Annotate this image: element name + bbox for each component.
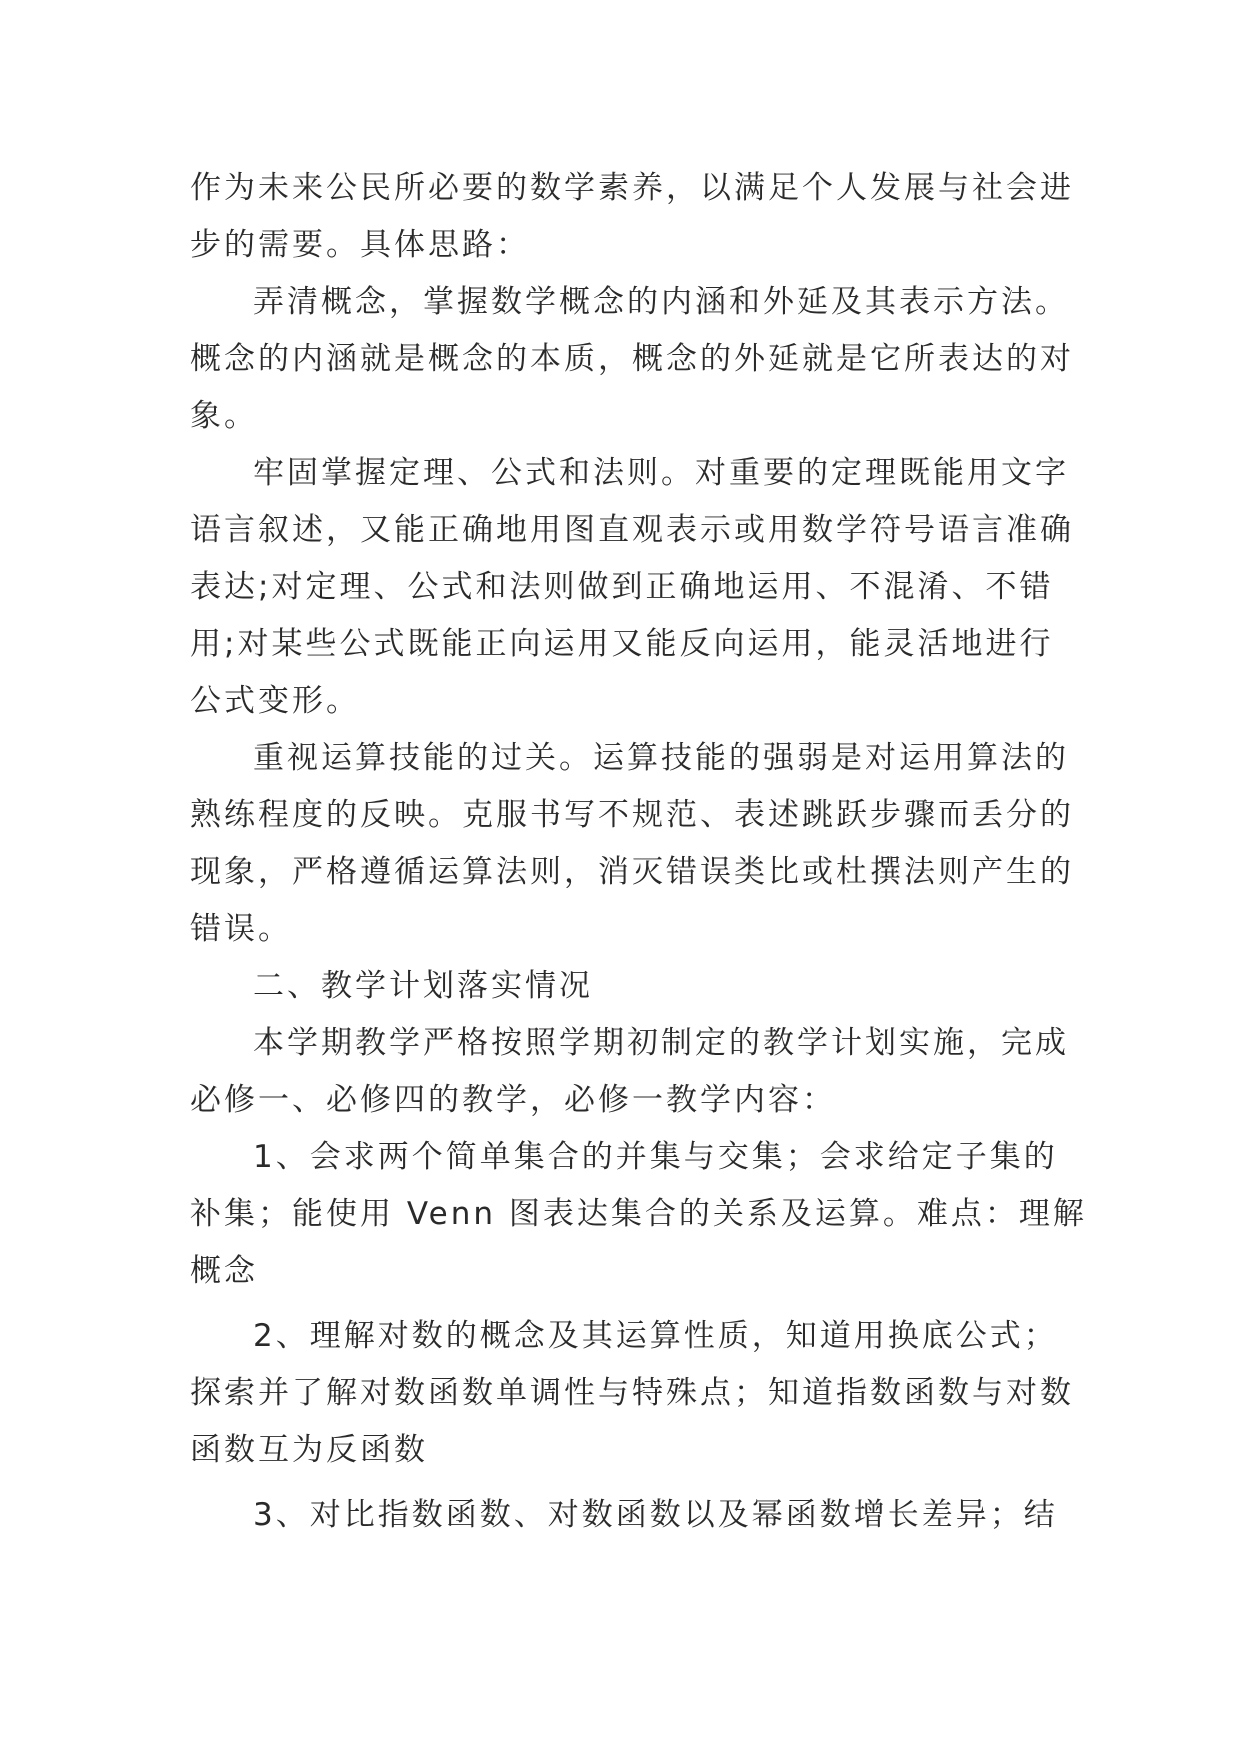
list-item-start: 1、会求两个简单集合的并集与交集；会求给定子集的 — [253, 1139, 1058, 1175]
text-line: 熟练程度的反映。克服书写不规范、表述跳跃步骤而丢分的 — [190, 797, 1074, 833]
document-body — [190, 160, 1087, 1544]
text-line: 概念 — [190, 1253, 258, 1289]
paragraph-start: 牢固掌握定理、公式和法则。对重要的定理既能用文字 — [253, 455, 1069, 491]
text-line: 错误。 — [190, 911, 292, 947]
text-line: 补集；能使用 Venn 图表达集合的关系及运算。难点：理解 — [190, 1196, 1087, 1232]
text-line: 作为未来公民所必要的数学素养，以满足个人发展与社会进 — [190, 170, 1074, 206]
text-line: 语言叙述，又能正确地用图直观表示或用数学符号语言准确 — [190, 512, 1074, 548]
text-line: 函数互为反函数 — [190, 1432, 428, 1468]
text-line: 概念的内涵就是概念的本质，概念的外延就是它所表达的对 — [190, 341, 1074, 377]
paragraph-start: 重视运算技能的过关。运算技能的强弱是对运用算法的 — [253, 740, 1069, 776]
text-line: 现象，严格遵循运算法则，消灭错误类比或杜撰法则产生的 — [190, 854, 1074, 890]
text-line: 表达;对定理、公式和法则做到正确地运用、不混淆、不错 — [190, 569, 1054, 605]
text-line: 必修一、必修四的教学，必修一教学内容： — [190, 1082, 836, 1118]
text-line: 步的需要。具体思路： — [190, 227, 530, 263]
text-line: 公式变形。 — [190, 683, 360, 719]
text-line: 象。 — [190, 398, 258, 434]
list-item-start: 2、理解对数的概念及其运算性质，知道用换底公式； — [253, 1318, 1058, 1354]
paragraph-start: 本学期教学严格按照学期初制定的教学计划实施，完成 — [253, 1025, 1069, 1061]
text-line: 用;对某些公式既能正向运用又能反向运用，能灵活地进行 — [190, 626, 1054, 662]
section-heading: 二、教学计划落实情况 — [253, 968, 593, 1004]
text-line: 探索并了解对数函数单调性与特殊点；知道指数函数与对数 — [190, 1375, 1074, 1411]
list-item-start: 3、对比指数函数、对数函数以及幂函数增长差异；结 — [253, 1497, 1058, 1533]
paragraph-start: 弄清概念，掌握数学概念的内涵和外延及其表示方法。 — [253, 284, 1069, 320]
